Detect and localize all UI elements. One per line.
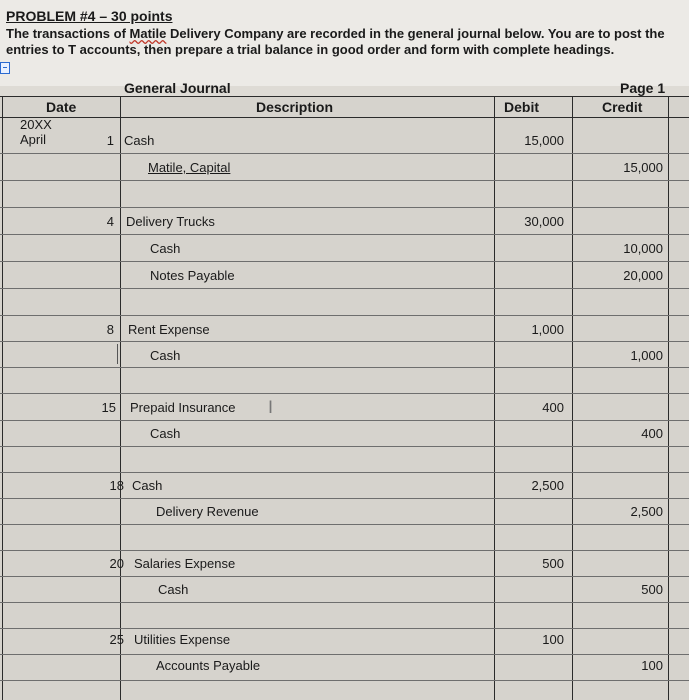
row-rule [0,550,689,551]
row-rule [0,207,689,208]
credit-amount: 400 [641,426,663,441]
debit-account: Utilities Expense [134,632,231,647]
credit-amount: 15,000 [623,160,663,175]
debit-account: Prepaid Insurance [130,400,236,415]
column-rule-date [120,96,121,700]
credit-amount: 500 [641,582,663,597]
description-column-header: Description [256,99,334,115]
row-rule [0,680,689,681]
debit-amount: 400 [542,400,564,415]
entry-day: 8 [106,322,114,337]
credit-account: Cash [158,582,189,597]
text-cursor-marker-icon [0,62,10,74]
debit-account: Delivery Trucks [126,214,215,229]
row-rule [0,288,689,289]
credit-account: Notes Payable [150,268,235,283]
row-rule [0,315,689,316]
intro-text-end: Delivery Company are recorded in the general journal below. You are to post the entries to T accounts, then prepare a trial balance in good order and form with complete headings. [6,26,665,57]
column-rule-debit [572,96,573,700]
debit-amount: 500 [542,556,564,571]
problem-header [0,0,689,96]
credit-account: Matile, Capital [148,160,231,175]
row-rule [0,393,689,394]
column-rule-credit [668,96,669,700]
credit-amount: 20,000 [623,268,663,283]
header-bottom-rule [0,117,689,118]
credit-account: Cash [150,426,181,441]
text-cursor-icon: I [268,398,274,418]
problem-title: PROBLEM #4 – 30 points [6,8,173,24]
debit-amount: 100 [542,632,564,647]
entry-day: 15 [101,400,116,415]
credit-account: Delivery Revenue [156,504,259,519]
credit-account: Accounts Payable [156,658,261,673]
row-rule [0,367,689,368]
page-number: Page 1 [620,80,666,96]
journal-title: General Journal [124,80,231,96]
general-journal-table [0,96,689,700]
company-name: Matile [129,26,167,41]
entry-day: 20 [109,556,124,571]
row-rule [0,153,689,154]
entry-day: 1 [106,133,114,148]
credit-account: Cash [150,348,181,363]
problem-instructions [6,26,686,58]
column-rule-left [2,96,3,700]
debit-account: Cash [124,133,155,148]
entry-day: 25 [109,632,124,647]
pen-mark [117,344,118,364]
journal-year: 20XX [20,117,52,132]
credit-amount: 100 [641,658,663,673]
row-rule [0,524,689,525]
row-rule [0,446,689,447]
row-rule [0,576,689,577]
debit-column-header: Debit [504,99,539,115]
row-rule [0,498,689,499]
debit-amount: 1,000 [531,322,564,337]
credit-amount: 2,500 [630,504,663,519]
row-rule [0,261,689,262]
entry-day: 4 [106,214,114,229]
row-rule [0,234,689,235]
row-rule [0,654,689,655]
row-rule [0,341,689,342]
credit-column-header: Credit [602,99,643,115]
row-rule [0,420,689,421]
row-rule [0,472,689,473]
debit-account: Salaries Expense [134,556,236,571]
credit-account: Cash [150,241,181,256]
intro-text-start: The transactions of [6,26,130,41]
entry-day: 18 [109,478,124,493]
journal-month: April [20,132,47,147]
row-rule [0,628,689,629]
date-column-header: Date [46,99,77,115]
row-rule [0,602,689,603]
debit-amount: 2,500 [531,478,564,493]
table-top-rule [0,96,689,97]
debit-account: Rent Expense [128,322,210,337]
column-rule-description [494,96,495,700]
debit-amount: 15,000 [524,133,564,148]
debit-amount: 30,000 [524,214,564,229]
row-rule [0,180,689,181]
debit-account: Cash [132,478,163,493]
credit-amount: 10,000 [623,241,663,256]
credit-amount: 1,000 [630,348,663,363]
